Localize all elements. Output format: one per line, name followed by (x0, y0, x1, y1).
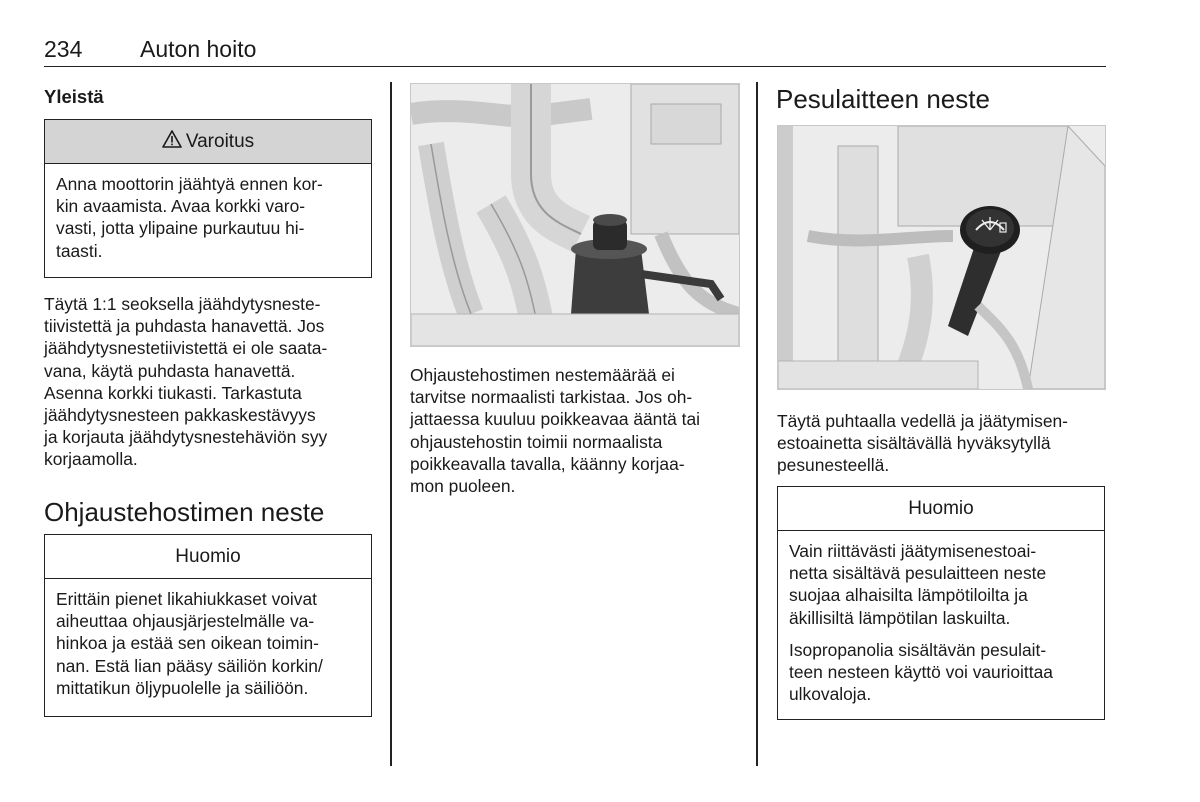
text-line: korjaamolla. (44, 449, 138, 470)
text-line: Asenna korkki tiukasti. Tarkastuta (44, 382, 302, 403)
warning-title: Varoitus (185, 130, 255, 152)
coolant-paragraph (44, 293, 374, 471)
power-steering-reservoir-illustration (410, 83, 740, 347)
notice-text (45, 579, 371, 699)
text-line: Ohjaustehostimen nestemäärää ei (410, 365, 675, 385)
text-line: suojaa alhaisilta lämpötiloilta ja (789, 585, 1028, 606)
section-title-power-steering: Ohjaustehostimen neste (44, 497, 325, 527)
text-line: pesunesteellä. (777, 455, 890, 476)
chapter-title: Auton hoito (140, 36, 257, 62)
text-line: Vain riittävästi jäätymisenestoai- (789, 541, 1037, 561)
notice-text (778, 531, 1104, 705)
text-line: hinkoa ja estää sen oikean toimin- (56, 633, 319, 654)
notice-paragraph (789, 639, 1093, 706)
text-line: mittatikun öljypuolelle ja säiliöön. (56, 677, 309, 698)
text-line: ohjaustehostin toimii normaalista (410, 431, 663, 452)
text-line: Erittäin pienet likahiukkaset voivat (56, 589, 317, 609)
text-line: tarvitse normaalisti tarkistaa. Jos oh- (410, 387, 693, 408)
text-line: Täytä puhtaalla vedellä ja jäätymisen- (777, 411, 1068, 431)
text-line: Anna moottorin jäähtyä ennen kor- (56, 174, 323, 194)
column-divider (390, 82, 392, 766)
text-line: mon puoleen. (410, 476, 516, 497)
notice-paragraph (789, 540, 1093, 629)
warning-box (44, 119, 372, 278)
warning-triangle-icon (162, 130, 182, 154)
washer-fluid-reservoir-illustration (777, 125, 1106, 390)
text-line: kin avaamista. Avaa korkki varo- (56, 196, 306, 217)
text-line: aiheuttaa ohjausjärjestelmälle va- (56, 611, 315, 632)
text-line: netta sisältävä pesulaitteen neste (789, 563, 1047, 584)
page-header (44, 34, 1106, 67)
power-steering-paragraph (410, 364, 740, 497)
text-line: tiivistettä ja puhdasta hanavettä. Jos (44, 316, 325, 337)
text-line: ulkovaloja. (789, 684, 872, 705)
text-line: nan. Estä lian pääsy säiliön korkin/ (56, 655, 323, 676)
notice-box (44, 534, 372, 717)
warning-header (45, 120, 371, 164)
notice-header: Huomio (45, 535, 371, 579)
text-line: äkillisiltä lämpötilan laskuilta. (789, 607, 1011, 628)
notice-box-washer (777, 486, 1105, 720)
page-number: 234 (44, 36, 83, 62)
text-line: vasti, jotta ylipaine purkautuu hi- (56, 218, 305, 239)
text-line: vana, käytä puhdasta hanavettä. (44, 360, 296, 381)
section-title-washer-fluid: Pesulaitteen neste (776, 84, 990, 114)
warning-text (45, 164, 371, 262)
text-line: poikkeavalla tavalla, käänny korjaa- (410, 453, 685, 474)
washer-fluid-paragraph (777, 410, 1112, 477)
text-line: jattaessa kuuluu poikkeavaa ääntä tai (410, 409, 701, 430)
text-line: ja korjauta jäähdytysnestehäviön syy (44, 427, 328, 448)
text-line: taasti. (56, 240, 103, 261)
subheading-general: Yleistä (44, 86, 104, 107)
text-line: Isopropanolia sisältävän pesulait- (789, 639, 1047, 660)
text-line: jäähdytysnestetiivistettä ei ole saata- (44, 338, 328, 359)
text-line: jäähdytysnesteen pakkaskestävyys (44, 405, 316, 426)
column-divider (756, 82, 758, 766)
notice-header: Huomio (778, 487, 1104, 531)
text-line: teen nesteen käyttö voi vaurioittaa (789, 662, 1053, 683)
text-line: estoainetta sisältävällä hyväksytyllä (777, 433, 1051, 454)
text-line: Täytä 1:1 seoksella jäähdytysneste- (44, 294, 321, 314)
